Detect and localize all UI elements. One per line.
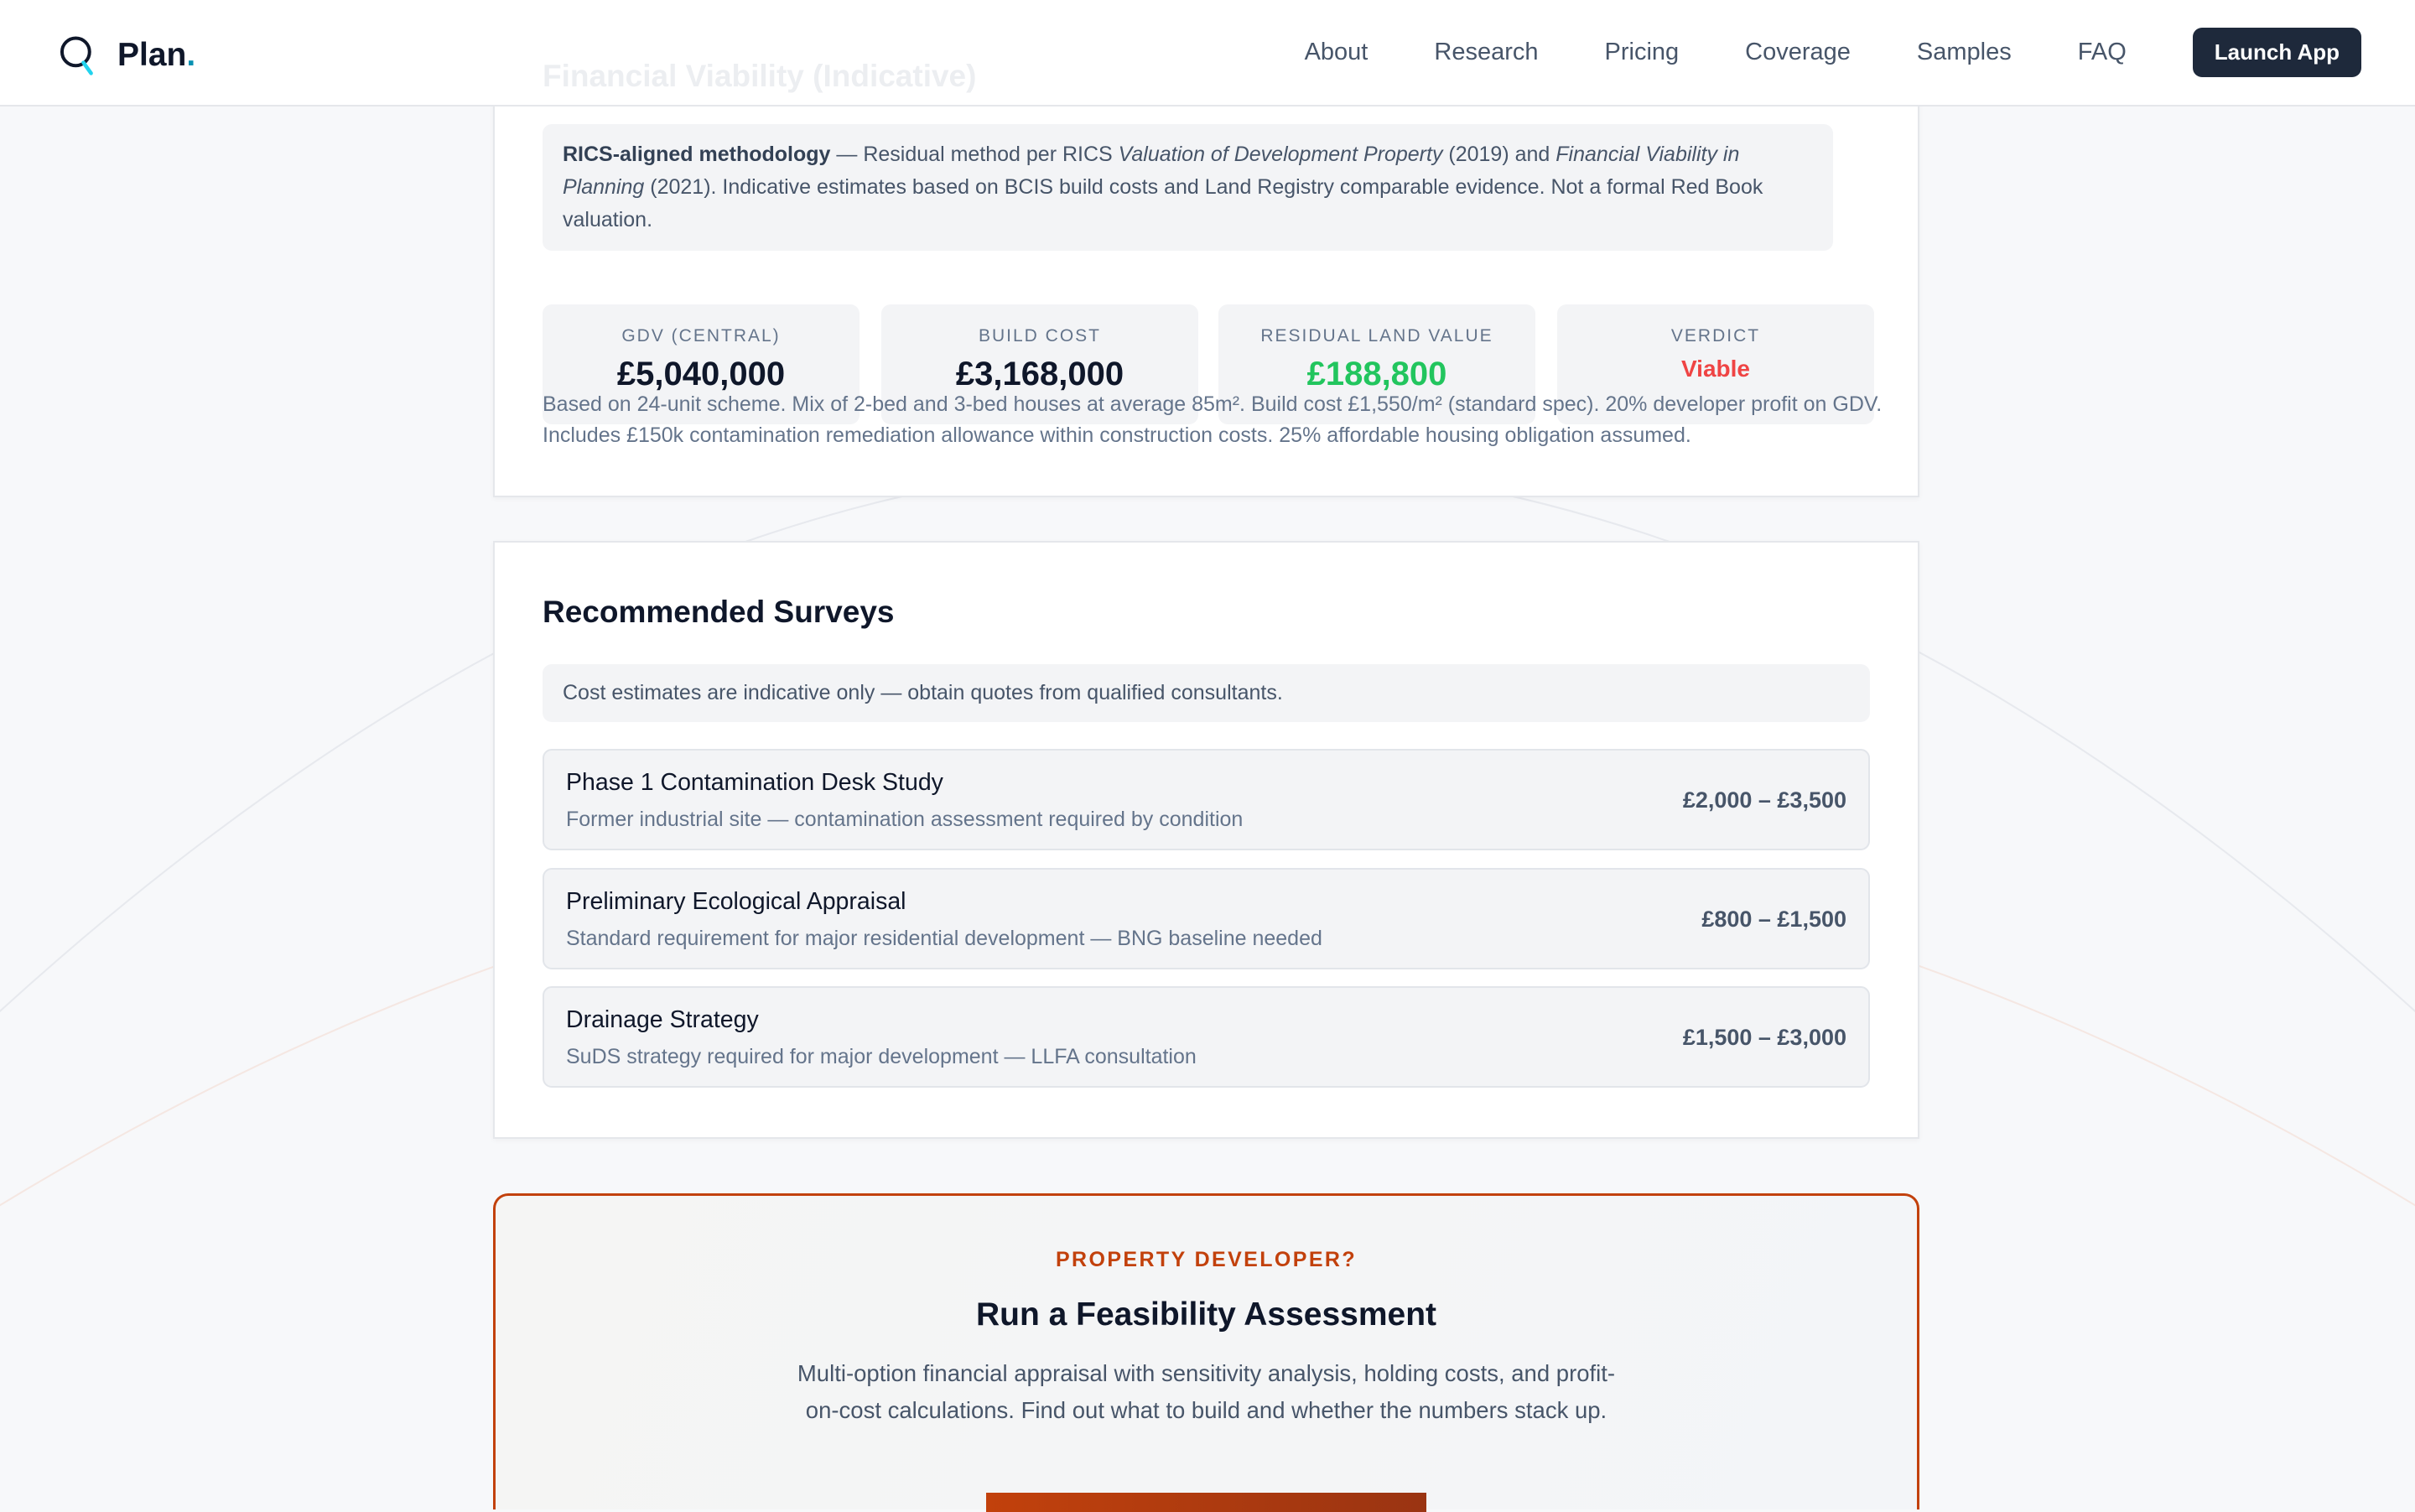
note-italic: Financial Viability in Planning bbox=[563, 143, 1740, 199]
nav-samples[interactable]: Samples bbox=[1916, 39, 2012, 65]
cta-title: Run a Feasibility Assessment bbox=[975, 1296, 1437, 1333]
stat-label: RESIDUAL LAND VALUE bbox=[1260, 326, 1493, 346]
survey-price: £800 – £1,500 bbox=[1701, 907, 1846, 932]
nav-pricing[interactable]: Pricing bbox=[1604, 39, 1680, 65]
nav-research[interactable]: Research bbox=[1434, 39, 1539, 65]
survey-item bbox=[543, 749, 1870, 850]
nav-faq[interactable]: FAQ bbox=[2077, 39, 2127, 65]
financial-section-title: Financial Viability (Indicative) bbox=[543, 59, 977, 93]
assumptions-text: Based on 24-unit scheme. Mix of 2-bed and 3-bed houses at average 85m². Build cost £1,550/m² (standard spec). 20% developer profit on GDV. Includes £150k contamination remediation allowance within construction costs. 25% affordable housing obligation assumed. bbox=[543, 392, 1883, 447]
launch-app-button[interactable]: Launch App bbox=[2193, 28, 2361, 77]
top-nav bbox=[0, 0, 2415, 107]
feasibility-cta bbox=[493, 1193, 1919, 1509]
surveys-note: Cost estimates are indicative only — obtain quotes from qualified consultants. bbox=[543, 664, 1870, 722]
survey-desc: SuDS strategy required for major development — LLFA consultation bbox=[566, 1045, 1197, 1068]
main-nav bbox=[1305, 28, 2361, 77]
search-logo-icon bbox=[59, 34, 99, 76]
stat-label: VERDICT bbox=[1670, 326, 1761, 346]
note-bold: RICS-aligned methodology bbox=[563, 143, 831, 166]
note-text: — Residual method per RICS bbox=[830, 143, 1119, 166]
stat-label: GDV (CENTRAL) bbox=[621, 326, 781, 346]
stat-value: £5,040,000 bbox=[616, 356, 786, 392]
cta-eyebrow: PROPERTY DEVELOPER? bbox=[1055, 1248, 1358, 1271]
verdict-value: Viable bbox=[1681, 356, 1750, 382]
financial-viability-card bbox=[493, 61, 1919, 497]
nav-coverage[interactable]: Coverage bbox=[1745, 39, 1851, 65]
recommended-surveys-card bbox=[493, 541, 1919, 1139]
survey-title: Phase 1 Contamination Desk Study bbox=[566, 769, 943, 796]
survey-title: Preliminary Ecological Appraisal bbox=[566, 888, 906, 915]
survey-item bbox=[543, 986, 1870, 1088]
note-text: (2019) and bbox=[1442, 143, 1556, 166]
note-text: (2021). Indicative estimates based on BCIS build costs and Land Registry comparable evidence. Not a formal Red Book valuation. bbox=[563, 175, 1763, 231]
brand-dot: . bbox=[186, 36, 196, 73]
stat-value: £188,800 bbox=[1306, 356, 1447, 392]
cta-body: Multi-option financial appraisal with sensitivity analysis, holding costs, and profit-on-cost calculations. Find out what to build and whether the numbers stack up. bbox=[797, 1360, 1616, 1423]
survey-price: £1,500 – £3,000 bbox=[1682, 1025, 1846, 1050]
stat-label: BUILD COST bbox=[978, 326, 1102, 346]
survey-item bbox=[543, 868, 1870, 969]
survey-price: £2,000 – £3,500 bbox=[1682, 787, 1846, 813]
survey-desc: Former industrial site — contamination assessment required by condition bbox=[566, 808, 1244, 831]
surveys-title: Recommended Surveys bbox=[543, 595, 895, 629]
survey-title: Drainage Strategy bbox=[566, 1006, 759, 1033]
nav-about[interactable]: About bbox=[1304, 39, 1368, 65]
methodology-note bbox=[543, 124, 1833, 251]
logo[interactable] bbox=[59, 34, 195, 76]
survey-desc: Standard requirement for major residential development — BNG baseline needed bbox=[566, 927, 1322, 950]
stat-value: £3,168,000 bbox=[955, 356, 1124, 392]
note-italic: Valuation of Development Property bbox=[1118, 143, 1443, 166]
brand-name: Plan bbox=[117, 36, 187, 73]
